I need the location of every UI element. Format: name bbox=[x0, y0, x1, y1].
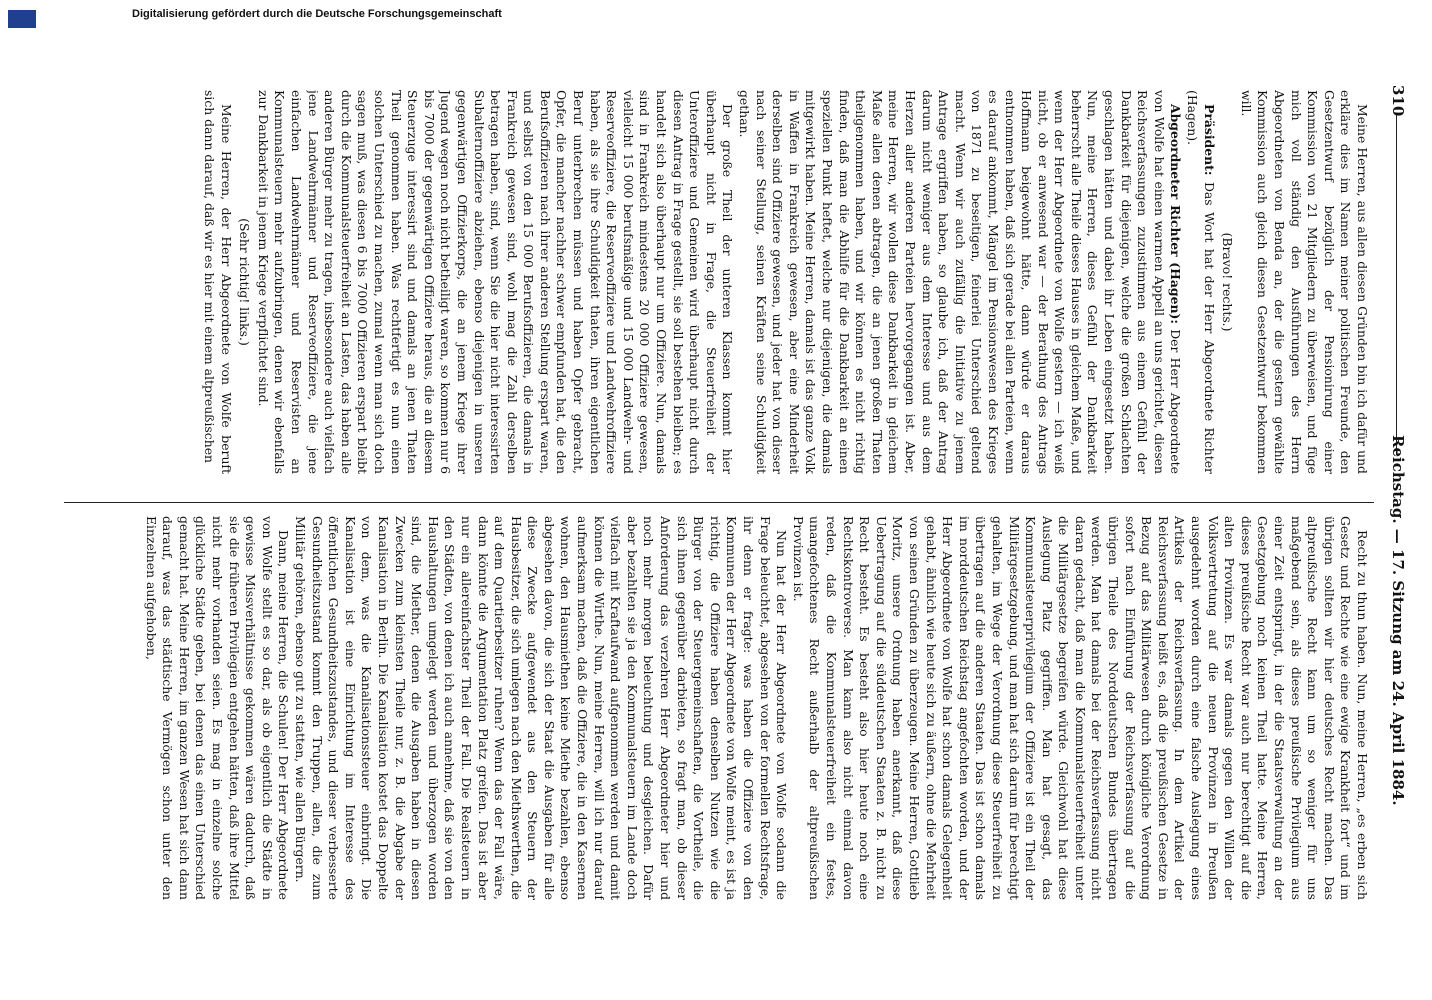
text-paragraph: Nun hat der Herr Abgeordnete von Wolfe sodann die Frage beleuchtet, abgesehen von der formellen Rechtsfrage, ihr denn er fragte: was haben die Offiziere von den Kommunen der Herr Abgeordnete von Wolfe meint, es ist ja richtig, die Offiziere haben denselben Nutzen wie die Bürger von der Steuergemeinschaften, die Vortheile, die sich ihnen gegenüber darbieten, so fragt man, ob dieser Anforderung das verzehren Herr Abgeordneter hier und noch mehr morgen beleuchtung und desgleichen. Dafür aber bezahlten sie ja den Kommunalsteuern im Lande doch vielfach mit Kraftaufwand aufgenommen werden und damit können die Wirthe. Nun, meine Herren, will ich nur darauf aufmerksam machen, daß die Offiziere, die in den Kasernen wohnen, den Hausmiethen keine Miethe bezahlen, ebenso abgesehen davon, die sich der Staat die Ausgaben für alle diese Zwecke aufgewendet aus den Steuern der Hausbesitzer, die sich umlegen nach den Miethswerthen, die auf dem Quartierbesitzer ruhen? Wenn das der Fall wäre, dann könnte die Argumentation Platz greifen. Das ist aber nur ein allereinfachster Theil der Fall. Die Realsteuern in den Städten, von denen ich auch annehme, daß sie von den Haushaltungen umgelegt werden und überzogen worden sind, die Miether, denen die Ausgaben haben in diesen Zwecken zum kleinsten Theile nur, z. B. die Abgabe der Kanalisation in Berlin. Die Kanalisation kostet das Doppelte von dem, was die Kanalisationssteuer einbringt. Die Kanalisation ist eine Einrichtung im Interesse des öffentlichen Gesundheitszustandes, und dieser verbesserte Gesundheitszustand kommt den Truppen, allen, die zum Militär gehören, ebenso gut zu statten, wie allen Bürgern. bbox=[293, 516, 790, 900]
header-rule bbox=[1396, 115, 1397, 455]
applause-note: (Bravo! rechts.) bbox=[1220, 232, 1236, 332]
speech-paragraph bbox=[735, 90, 1183, 474]
applause-note: (Sehr richtig! links.) bbox=[237, 218, 253, 346]
speech-text: Der Herr Abgeordnete von Wolfe hat einen warmen Appell an uns gerichtet, diesen Reichsverfassungen zuzustimmen aus einem Gefühl der Dankbarkeit für diejenigen, welche die großen Schlachten geschlagen hätten und dabei ihr Leben eingesetzt haben. Nun, meine Herren, dieses Gefühl der Dankbarkeit beherrscht alle Theile dieses Hauses in gleichem Maße, und wenn der Herr Abgeordnete von Wolfe gestern — ich weiß nicht, ob er anwesend war — der Berathung des Antrags Hoffmann beigewohnt hätte, dann würde er daraus entnommen haben, daß sich gerade bei allen Parteien, wenn es darauf ankommt, Mängel im Pensionswesen des Krieges von 1871 zu beseitigen, feinerlei Unterschied geltend macht. Wenn wir auch zufällig die Initiative zu jenem Antrage ergriffen haben, so glaube ich, daß der Antrag darum nicht weniger aus dem Interesse und aus dem Herzen aller anderen Parteien hervorgegangen ist. Aber, meine Herren, wir wollen diese Dankbarkeit in gleichem Maße allen denen abtragen, die an jenen großen Thaten theilgenommen haben, und wir können es nicht richtig finden, daß man die Abhilfe für die Dankbarkeit an einen speziellen Punkt heftet, welche nur diejenigen, die damals mitgewirkt haben. Meine Herren, damals ist das ganze Volk in Waffen in Frankreich gewesen, aber eine Minderheit derselben sind Offiziere gewesen, und jeder hat von dieser nach seiner Stellung, seinen Kräften seine Schuldigkeit gethan. bbox=[737, 90, 1184, 474]
text-paragraph: Meine Herren, aus allen diesen Gründen bin ich dafür und erkläre dies im Namen meiner politischen Freunde, den Gesetzentwurf bezüglich der Pensionirung einer Kommission von 21 Mitgliedern zu überweisen, und füge mich voll ständig den Ausführungen des Herrn Abgeordneten von Benda an, der die gestern gewählte Kommission auch gleich diesen Gesetzentwurf bekommen will. bbox=[1238, 90, 1370, 474]
text-paragraph: Meine Herren, der Herr Abgeordnete von Wolfe beruft sich dann darauf, daß wir es hier mit einem altpreußischen bbox=[202, 90, 234, 474]
speaker-name: Präsident: bbox=[1201, 104, 1217, 176]
page-number: 310 bbox=[1389, 85, 1407, 117]
speaker-name: Abgeordneter Richter (Hagen): bbox=[1168, 104, 1184, 324]
dfg-logo-icon bbox=[8, 10, 36, 28]
page-header bbox=[1381, 85, 1407, 925]
column-divider bbox=[64, 502, 1374, 503]
text-paragraph: Dann, meine Herren, die Schulen! Der Herr Abgeordnete von Wolfe stellt es so dar, als ob eigentlich die Städte in gewisse Missverhältnisse gekommen wären dadurch, daß sie die früheren Privilegien entgehen hätten, daß ihre Mittel nicht mehr vorhanden seien. Es mag in einzelne solche glückliche Städte geben, bei denen das einen Unterschied gemacht hat. Meine Herren, im ganzen Wesen hat sich dann darauf, was das städtische Vermögen schon unter den Einzelnen aufgehoben, bbox=[143, 516, 292, 900]
digitization-note: Digitalisierung gefördert durch die Deutsche Forschungsgemeinschaft bbox=[132, 8, 502, 20]
side-margin bbox=[0, 8, 1432, 28]
left-text-column bbox=[70, 90, 1370, 474]
speech-paragraph bbox=[1183, 90, 1216, 474]
right-text-column bbox=[70, 516, 1370, 900]
text-paragraph: Der große Theil der unteren Klassen kommt hier überhaupt nicht in Frage, die Steuerfreiheit der Unteroffiziere und Gemeinen wird überhaupt nicht durch diesen Antrag in Frage gestellt, sie soll bestehen bleiben; es handelt sich also überhaupt nur um Offiziere. Nun, damals sind in Frankreich mindestens 20 000 Offiziere gewesen, vielleicht 15 000 berufsmäßige und 15 000 Landwehr- und Reserveoffiziere, die Reserveoffiziere und Landwehroffiziere haben, als sie ihre Schuldigkeit thaten, ihren eigentlichen Beruf unterbrechen müssen und haben Opfer gebracht, Opfer, die mancher nachher schwer empfunden hat, die den Berufsoffizieren nach ihrer anderen Stellung erspart waren, und selbst von den 15 000 Berufsoffizieren, die damals in Frankreich gewesen sind, wohl mag die Zahl derselben betragen haben, sind, wenn Sie die hier nicht interessirten Subalternoffiziere abziehen, ebenso diejenigen in unseren gegenwärtigen Offizierkorps, die an jenem Kriege ihrer Jugend wegen noch nicht betheiligt waren, so kommen nur 6 bis 7000 der gegenwärtigen Offiziere heraus, die an diesem Steuerzuge interessirt sind und damals an jenen Thaten Theil genommen haben. Was rechtfertigt es nun einen solchen Unterschied zu machen, zumal wenn man sich doch sagen muß, was diesen 6 bis 7000 Offizieren erspart bleibt durch die Kommunalsteuerfreiheit an Lasten, das haben alle anderen Bürger mehr zu tragen, insbesondere auch vielfach jene Landwehrmänner und Reserveoffiziere, die jene einfachen Landwehrmänner und Reservisten an Kommunalsteuern mehr aufzubringen, denen wir ebenfalls zur Dankbarkeit in jenem Kriege verpflichtet sind. bbox=[255, 90, 736, 474]
speech-text: Das Wort hat der Herr Abgeordnete Richter (Hagen). bbox=[1185, 90, 1217, 474]
page-title: Reichstag. — 17. Sitzung am 24. April 1884. bbox=[1389, 435, 1407, 806]
text-paragraph: Recht zu thun haben. Nun, meine Herren, „es erben sich Gesetz und Rechte wie eine ewige Krankheit fort“ und im übrigen sollten wir hier deutsches Recht machen. Das altpreußische Recht kann um so weniger für uns maßgebend sein, als dieses preußische Privilegium aus einer Zeit entspringt, in der die Staatsverwaltung an der Gesetzgebung noch keinen Theil hatte. Meine Herren, dieses preußische Recht war auch nur berechtigt auf die alten Provinzen. Es war damals gegen den Willen der Volksvertretung auf die neuen Provinzen in Preußen ausgedehnt worden durch eine falsche Auslegung eines Artikels der Reichsverfassung. In dem Artikel der Reichsverfassung heißt es, daß die preußischen Gesetze in Bezug auf das Militärwesen durch königliche Verordnung sofort nach Einführung der Reichsverfassung auf die übrigen Theile des Norddeutschen Bundes übertragen werden. Man hat damals bei der Reichsverfassung nicht daran gedacht, daß man die Kommunalsteuerfreiheit unter die Militärgesetze begreifen würde. Gleichwohl hat diese Auslegung Platz gegriffen. Man hat gesagt, das Kommunalsteuerprivilegium der Offiziere ist ein Theil der Militärgesetzgebung, und man hat sich darum für berechtigt gehalten, im Wege der Verordnung diese Steuerfreiheit zu übertragen auf die anderen Staaten. Das ist schon damals im norddeutschen Reichstag angefochten worden, und der Herr Abgeordnete von Wolfe hat schon damals Gelegenheit gehabt, ähnlich wie heute sich zu äußern, ohne die Mehrheit von seinen Gründen zu überzeugen. Meine Herren, Gottlieb Moritz, unsere Ordnung haben anerkannt, daß diese Uebertragung auf die süddeutschen Staaten z. B. nicht zu Recht besteht. Es besteht also hier heute noch eine Rechtskontroverse. Man kann also nicht einmal davon reden, daß die Kommunalsteuerfreiheit ein festes, unangefochtenes Recht außerhalb der altpreußischen Provinzen ist. bbox=[790, 516, 1370, 900]
